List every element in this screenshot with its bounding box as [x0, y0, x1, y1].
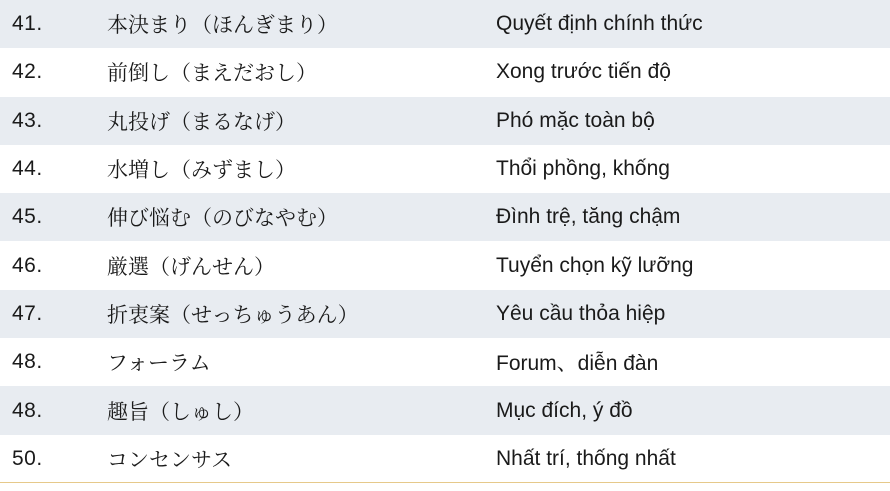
row-japanese: 水増し（みずまし）	[107, 145, 492, 193]
row-number: 41.	[0, 0, 107, 48]
row-japanese: 丸投げ（まるなげ）	[107, 97, 492, 145]
row-number: 50.	[0, 435, 107, 483]
row-vietnamese: Tuyển chọn kỹ lưỡng	[492, 241, 890, 289]
row-japanese: 厳選（げんせん）	[107, 241, 492, 289]
row-number: 44.	[0, 145, 107, 193]
table-row	[0, 435, 890, 483]
row-japanese: フォーラム	[107, 338, 492, 386]
table-row	[0, 386, 890, 434]
row-number: 45.	[0, 193, 107, 241]
row-japanese: 趣旨（しゅし）	[107, 386, 492, 434]
table-row	[0, 290, 890, 338]
row-japanese: 前倒し（まえだおし）	[107, 48, 492, 96]
row-number: 47.	[0, 290, 107, 338]
row-number: 48.	[0, 386, 107, 434]
table-row	[0, 48, 890, 96]
row-japanese: 本決まり（ほんぎまり）	[107, 0, 492, 48]
row-number: 48.	[0, 338, 107, 386]
row-vietnamese: Yêu cầu thỏa hiệp	[492, 290, 890, 338]
row-number: 42.	[0, 48, 107, 96]
row-vietnamese: Quyết định chính thức	[492, 0, 890, 48]
row-vietnamese: Forum、diễn đàn	[492, 338, 890, 386]
table-row	[0, 0, 890, 48]
row-vietnamese: Thổi phồng, khống	[492, 145, 890, 193]
bottom-accent-divider	[0, 482, 890, 491]
table-row	[0, 241, 890, 289]
row-number: 46.	[0, 241, 107, 289]
row-number: 43.	[0, 97, 107, 145]
row-vietnamese: Xong trước tiến độ	[492, 48, 890, 96]
table-row	[0, 97, 890, 145]
table-row	[0, 193, 890, 241]
row-japanese: 折衷案（せっちゅうあん）	[107, 290, 492, 338]
row-vietnamese: Phó mặc toàn bộ	[492, 97, 890, 145]
table-row	[0, 338, 890, 386]
table-row	[0, 145, 890, 193]
row-japanese: 伸び悩む（のびなやむ）	[107, 193, 492, 241]
row-japanese: コンセンサス	[107, 435, 492, 483]
row-vietnamese: Mục đích, ý đồ	[492, 386, 890, 434]
row-vietnamese: Đình trệ, tăng chậm	[492, 193, 890, 241]
row-vietnamese: Nhất trí, thống nhất	[492, 435, 890, 483]
